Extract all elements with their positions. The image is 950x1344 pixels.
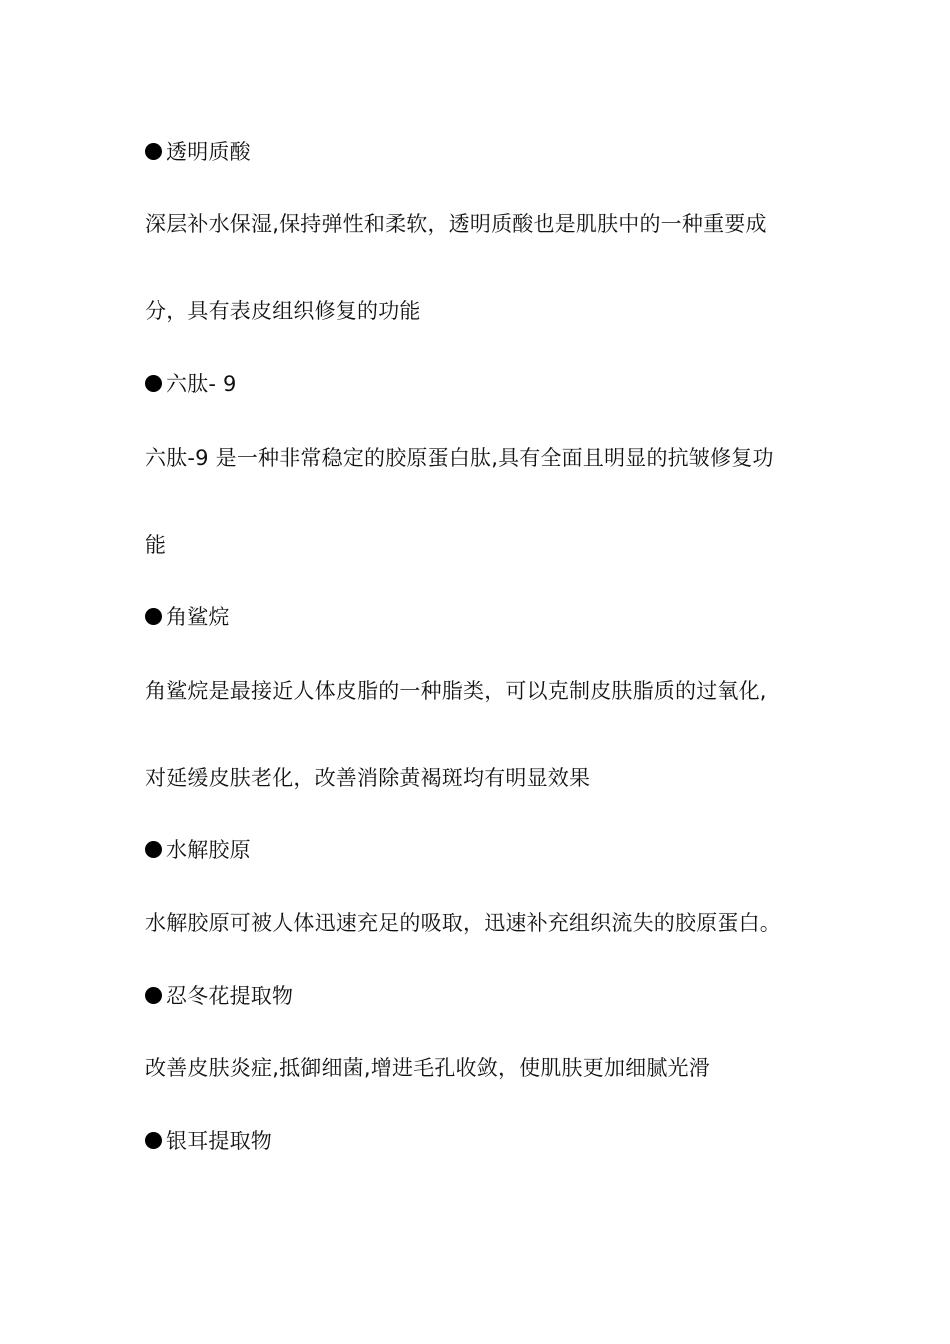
paragraph-line: 六肽-9 是一种非常稳定的胶原蛋白肽,具有全面且明显的抗皱修复功 xyxy=(145,446,774,470)
bullet-icon xyxy=(145,987,162,1004)
section-heading xyxy=(145,603,230,631)
heading-text: 水解胶原 xyxy=(166,838,251,862)
heading-text: 忍冬花提取物 xyxy=(166,984,294,1008)
heading-text: 银耳提取物 xyxy=(166,1129,272,1153)
bullet-icon xyxy=(145,375,162,392)
section-heading xyxy=(145,370,237,398)
section-heading xyxy=(145,836,251,864)
bullet-icon xyxy=(145,608,162,625)
bullet-icon xyxy=(145,841,162,858)
section-heading xyxy=(145,982,293,1010)
heading-text: 六肽- 9 xyxy=(166,372,237,396)
paragraph-line: 角鲨烷是最接近人体皮脂的一种脂类，可以克制皮肤脂质的过氧化, xyxy=(145,679,767,703)
paragraph-line: 深层补水保湿,保持弹性和柔软，透明质酸也是肌肤中的一种重要成 xyxy=(145,212,767,236)
heading-text: 角鲨烷 xyxy=(166,605,230,629)
section-heading xyxy=(145,138,251,166)
paragraph-line: 能 xyxy=(145,533,167,557)
bullet-icon xyxy=(145,143,162,160)
paragraph-line: 改善皮肤炎症,抵御细菌,增进毛孔收敛，使肌肤更加细腻光滑 xyxy=(145,1056,710,1080)
paragraph-line: 分，具有表皮组织修复的功能 xyxy=(145,299,421,323)
heading-text: 透明质酸 xyxy=(166,140,251,164)
bullet-icon xyxy=(145,1132,162,1149)
paragraph-line: 水解胶原可被人体迅速充足的吸取，迅速补充组织流失的胶原蛋白。 xyxy=(145,911,781,935)
section-heading xyxy=(145,1127,272,1155)
paragraph-line: 对延缓皮肤老化，改善消除黄褐斑均有明显效果 xyxy=(145,766,591,790)
